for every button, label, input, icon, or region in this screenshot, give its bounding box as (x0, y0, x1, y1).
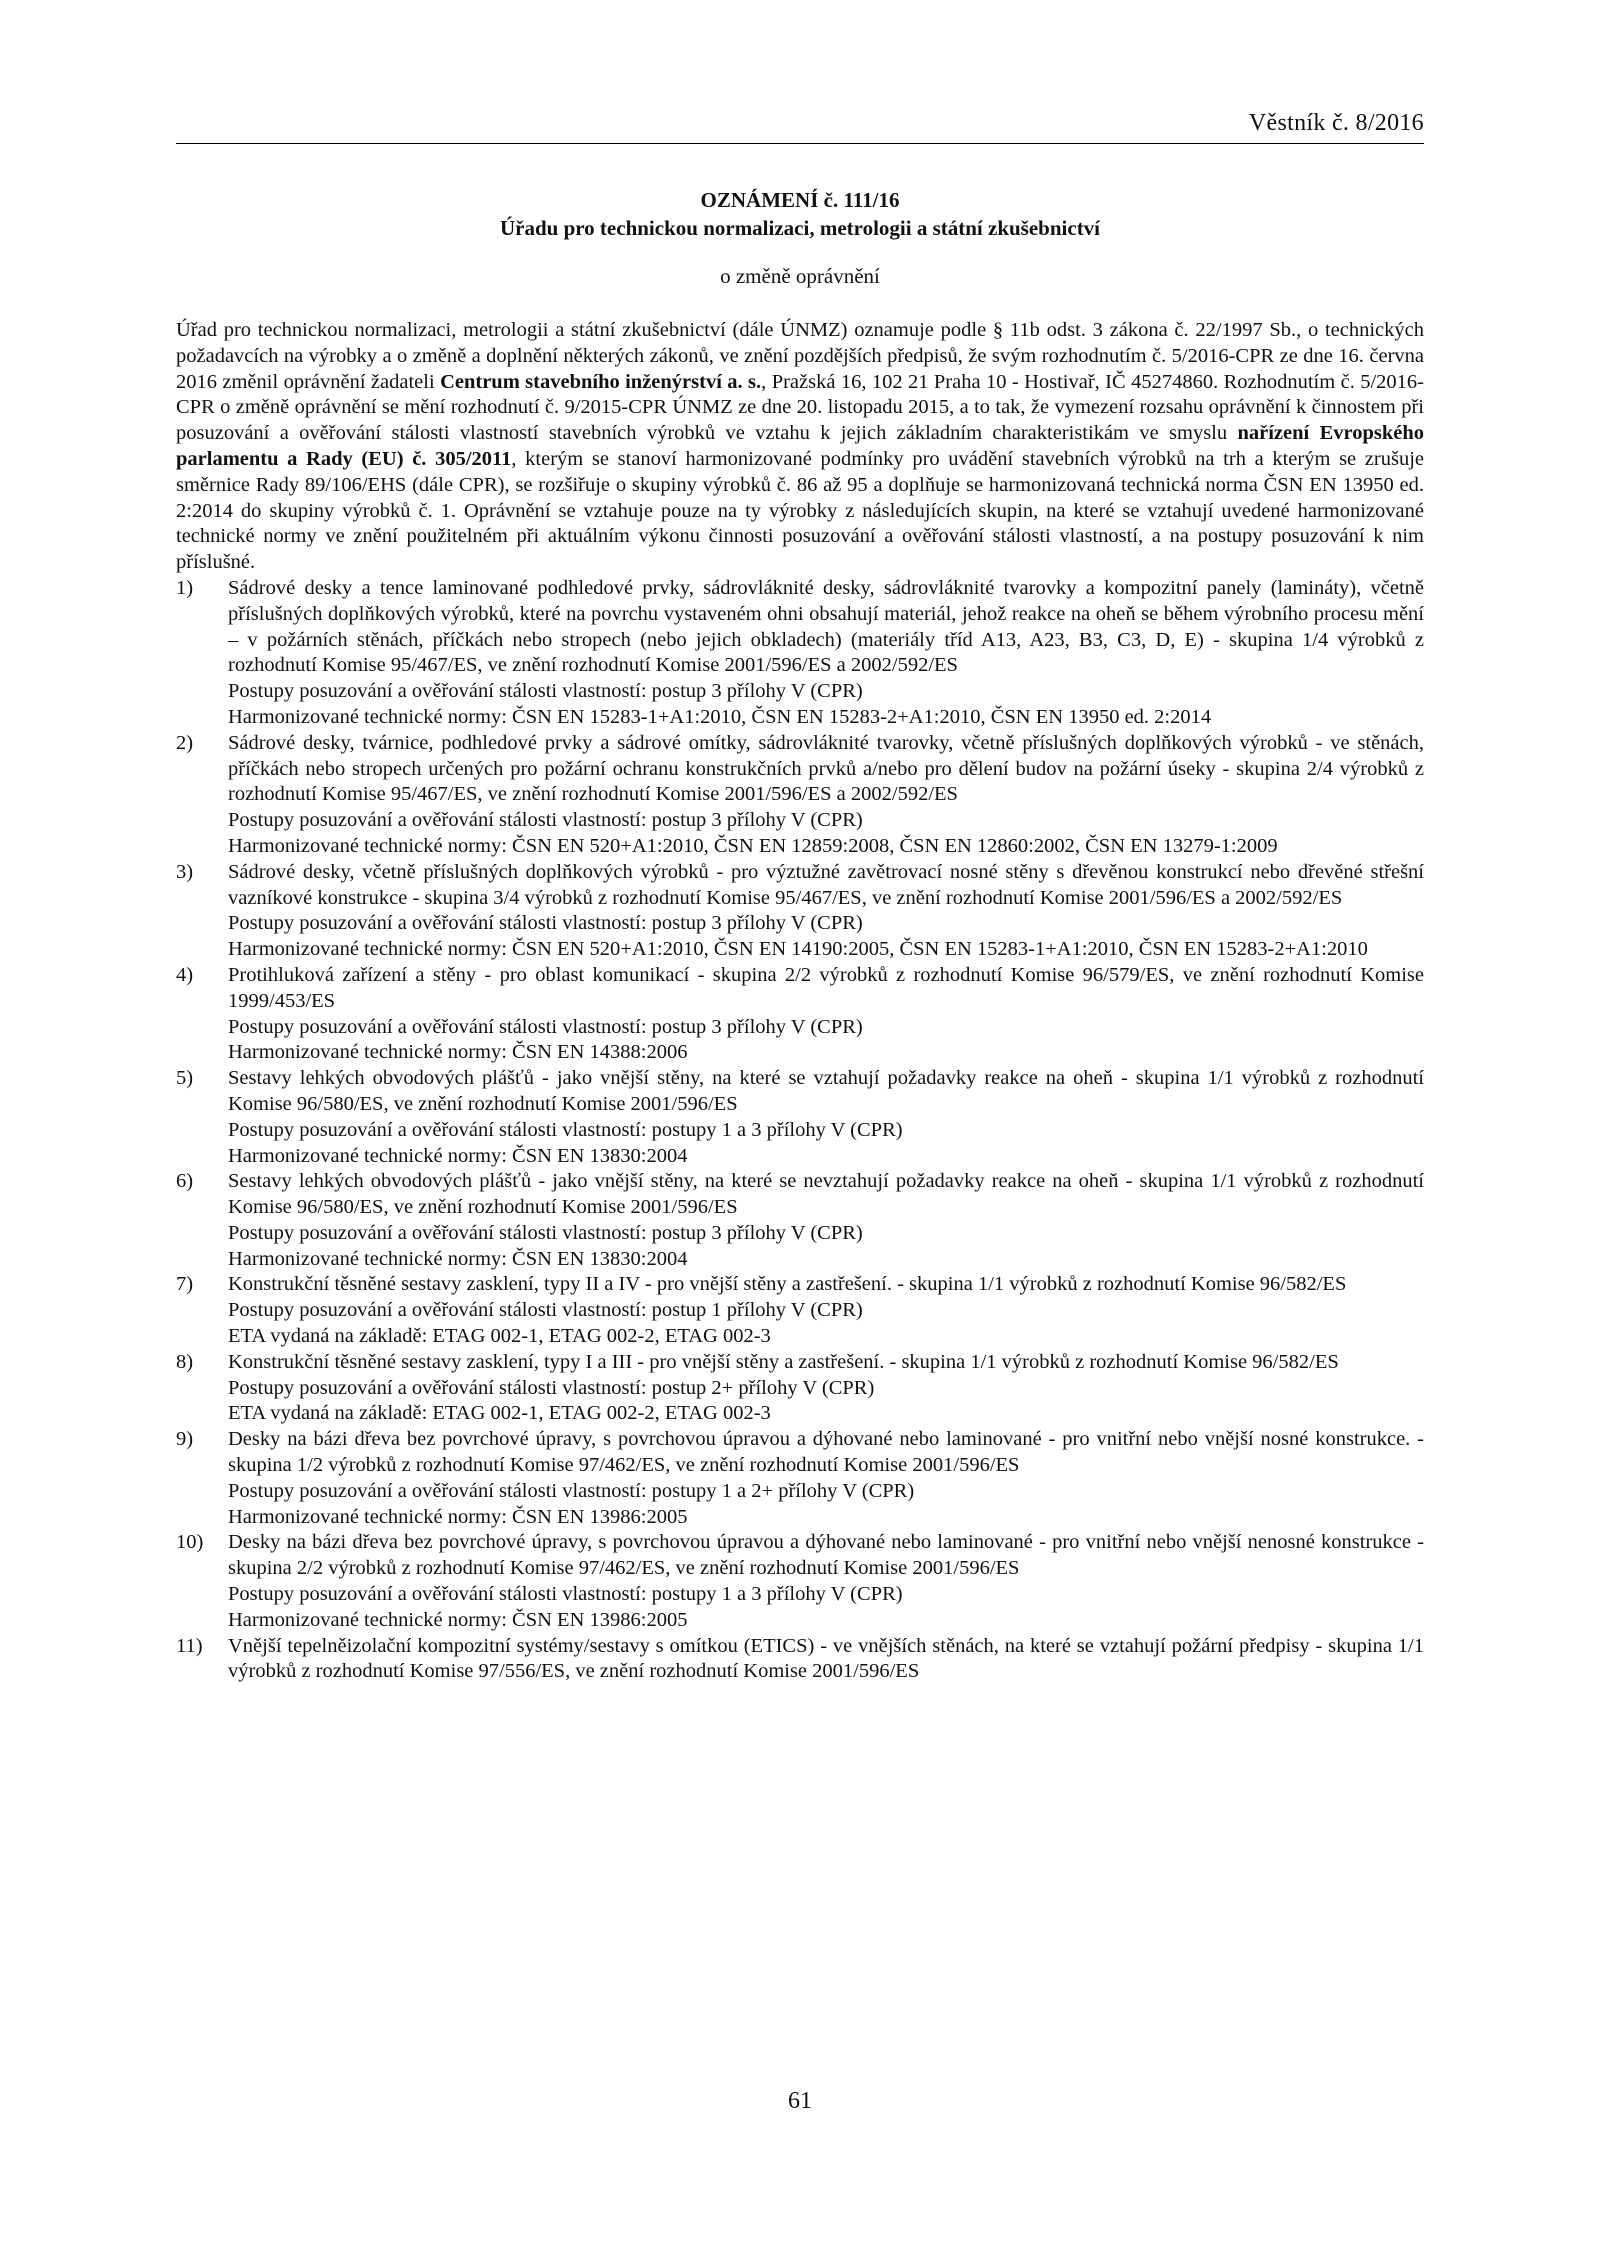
item-number: 6) (176, 1170, 194, 1193)
notice-title (176, 186, 1424, 242)
item-procedure: Postupy posuzování a ověřování stálosti vlastností: postup 3 přílohy V (CPR) (228, 809, 863, 832)
item-standards: Harmonizované technické normy: ČSN EN 520+A1:2010, ČSN EN 12859:2008, ČSN EN 12860:2002, ČSN EN 13279-1:2009 (228, 834, 1278, 857)
item-number: 7) (176, 1273, 194, 1296)
list-item (176, 1530, 1424, 1633)
item-description: Desky na bázi dřeva bez povrchové úpravy, s povrchovou úpravou a dýhované nebo laminované - pro vnitřní nebo vnější nenosné konstrukce - skupina 2/2 výrobků z rozhodnutí Komise 97/462/ES, ve znění rozhodnutí Komise 2001/596/ES (228, 1531, 1424, 1580)
list-item (176, 1169, 1424, 1272)
item-procedure: Postupy posuzování a ověřování stálosti vlastností: postup 3 přílohy V (CPR) (228, 1015, 863, 1038)
notice-subject: o změně oprávnění (720, 264, 880, 288)
item-number: 9) (176, 1428, 194, 1451)
item-description: Sádrové desky a tence laminované podhledové prvky, sádrovláknité desky, sádrovláknité tvarovky a kompozitní panely (lamináty), včetně příslušných doplňkových výrobků, které na povrchu vystaveném ohni obsahují materiál, jehož reakce na oheň se během výrobního procesu mění – v požárních stěnách, příčkách nebo stropech (nebo jejich obkladech) (materiály tříd A13, A23, B3, C3, D, E) - skupina 1/4 výrobků z rozhodnutí Komise 95/467/ES, ve znění rozhodnutí Komise 2001/596/ES a 2002/592/ES (228, 576, 1424, 677)
item-description: Sádrové desky, tvárnice, podhledové prvky a sádrové omítky, sádrovláknité tvarovky, včetně příslušných doplňkových výrobků - ve stěnách, příčkách nebo stropech určených pro požární ochranu konstrukčních prvků a/nebo pro dělení budov na požární úseky - skupina 2/4 výrobků z rozhodnutí Komise 95/467/ES, ve znění rozhodnutí Komise 2001/596/ES a 2002/592/ES (228, 731, 1424, 806)
item-standards: Harmonizované technické normy: ČSN EN 13986:2005 (228, 1608, 688, 1631)
list-item (176, 1427, 1424, 1530)
list-item (176, 731, 1424, 860)
issuing-authority: Úřadu pro technickou normalizaci, metrologii a státní zkušebnictví (499, 216, 1101, 240)
item-standards: Harmonizované technické normy: ČSN EN 15283-1+A1:2010, ČSN EN 15283-2+A1:2010, ČSN EN 13950 ed. 2:2014 (228, 705, 1212, 728)
intro-text-3: , kterým se stanoví harmonizované podmínky pro uvádění stavebních výrobků na trh a kterým se zrušuje směrnice Rady 89/106/EHS (dále CPR), se rozšiřuje o skupiny výrobků č. 86 až 95 a doplňuje se harmonizovaná technická norma ČSN EN 13950 ed. 2:2014 do skupiny výrobků č. 1. Oprávnění se vztahuje pouze na ty výrobky z následujících skupin, na které se vztahují uvedené harmonizované technické normy ve znění použitelném při aktuálním výkonu činnosti posuzování a ověřování stálosti vlastností, a na postupy posuzování k nim příslušné. (176, 447, 1425, 574)
item-procedure: Postupy posuzování a ověřování stálosti vlastností: postup 3 přílohy V (CPR) (228, 680, 863, 703)
item-number: 3) (176, 860, 194, 883)
item-description: Vnější tepelněizolační kompozitní systémy/sestavy s omítkou (ETICS) - ve vnějších stěnách, na které se vztahují požární předpisy - skupina 1/1 výrobků z rozhodnutí Komise 97/556/ES, ve znění rozhodnutí Komise 2001/596/ES (228, 1634, 1424, 1683)
item-number: 4) (176, 963, 194, 986)
item-procedure: Postupy posuzování a ověřování stálosti vlastností: postupy 1 a 3 přílohy V (CPR) (228, 1118, 903, 1141)
item-description: Desky na bázi dřeva bez povrchové úpravy, s povrchovou úpravou a dýhované nebo laminované - pro vnitřní nebo vnější nosné konstrukce. - skupina 1/2 výrobků z rozhodnutí Komise 97/462/ES, ve znění rozhodnutí Komise 2001/596/ES (228, 1428, 1424, 1477)
item-number: 1) (176, 576, 194, 599)
intro-text-2: , Pražská 16, 102 21 Praha 10 - Hostivař, IČ 45274860. Rozhodnutím č. 5/2016-CPR o změně oprávnění se mění rozhodnutí č. 9/2015-CPR ÚNMZ ze dne 20. listopadu 2015, a to tak, že vymezení rozsahu oprávnění k činnostem při posuzování a ověřování stálosti vlastností stavebních výrobků ve vztahu k jejich základním charakteristikám ve smyslu (176, 370, 1424, 445)
list-item (176, 860, 1424, 963)
item-standards: Harmonizované technické normy: ČSN EN 13830:2004 (228, 1247, 688, 1270)
list-item (176, 576, 1424, 731)
item-procedure: Postupy posuzování a ověřování stálosti vlastností: postup 1 přílohy V (CPR) (228, 1299, 863, 1322)
intro-paragraph (176, 318, 1424, 576)
journal-issue-header: Věstník č. 8/2016 (1248, 110, 1424, 136)
intro-text-1: Úřad pro technickou normalizaci, metrologii a státní zkušebnictví (dále ÚNMZ) oznamuje podle § 11b odst. 3 zákona č. 22/1997 Sb., o technických požadavcích na výrobky a o změně a doplnění některých zákonů, ve znění pozdějších předpisů, že svým rozhodnutím č. 5/2016-CPR ze dne 16. června 2016 změnil oprávnění žadateli (176, 319, 1424, 393)
item-procedure: Postupy posuzování a ověřování stálosti vlastností: postup 3 přílohy V (CPR) (228, 912, 863, 935)
item-description: Sestavy lehkých obvodových plášťů - jako vnější stěny, na které se vztahují požadavky reakce na oheň - skupina 1/1 výrobků z rozhodnutí Komise 96/580/ES, ve znění rozhodnutí Komise 2001/596/ES (228, 1067, 1424, 1115)
list-item (176, 1634, 1424, 1686)
company-name: Centrum stavebního inženýrství a. s. (440, 370, 762, 393)
list-item (176, 1350, 1424, 1427)
header-rule (176, 143, 1424, 144)
item-standards: ETA vydaná na základě: ETAG 002-1, ETAG 002-2, ETAG 002-3 (228, 1325, 771, 1348)
item-description: Sádrové desky, včetně příslušných doplňkových výrobků - pro výztužné zavětrovací nosné stěny s dřevěnou konstrukcí nebo dřevěné střešní vazníkové konstrukce - skupina 3/4 výrobků z rozhodnutí Komise 95/467/ES, ve znění rozhodnutí Komise 2001/596/ES a 2002/592/ES (228, 860, 1424, 909)
item-number: 2) (176, 731, 194, 754)
item-number: 11) (176, 1634, 203, 1657)
item-number: 5) (176, 1067, 194, 1090)
item-number: 8) (176, 1350, 194, 1373)
item-procedure: Postupy posuzování a ověřování stálosti vlastností: postup 2+ přílohy V (CPR) (228, 1376, 875, 1399)
notice-number: OZNÁMENÍ č. 111/16 (700, 188, 900, 212)
page-number: 61 (788, 2088, 812, 2114)
item-standards: Harmonizované technické normy: ČSN EN 13986:2005 (228, 1505, 688, 1528)
item-description: Protihluková zařízení a stěny - pro oblast komunikací - skupina 2/2 výrobků z rozhodnutí Komise 96/579/ES, ve znění rozhodnutí Komise 1999/453/ES (228, 963, 1424, 1012)
item-standards: Harmonizované technické normy: ČSN EN 520+A1:2010, ČSN EN 14190:2005, ČSN EN 15283-1+A1:2010, ČSN EN 15283-2+A1:2010 (228, 938, 1368, 961)
item-standards: ETA vydaná na základě: ETAG 002-1, ETAG 002-2, ETAG 002-3 (228, 1402, 771, 1425)
item-procedure: Postupy posuzování a ověřování stálosti vlastností: postupy 1 a 2+ přílohy V (CPR) (228, 1479, 915, 1502)
item-procedure: Postupy posuzování a ověřování stálosti vlastností: postup 3 přílohy V (CPR) (228, 1221, 863, 1244)
product-group-list (176, 576, 1424, 1685)
item-description: Konstrukční těsněné sestavy zasklení, typy I a III - pro vnější stěny a zastřešení. - skupina 1/1 výrobků z rozhodnutí Komise 96/582/ES (228, 1350, 1339, 1373)
list-item (176, 1066, 1424, 1169)
item-standards: Harmonizované technické normy: ČSN EN 13830:2004 (228, 1144, 688, 1167)
regulation-reference: nařízení Evropského parlamentu a Rady (EU) č. 305/2011 (176, 422, 1424, 470)
notice-content (176, 186, 1424, 1685)
item-description: Konstrukční těsněné sestavy zasklení, typy II a IV - pro vnější stěny a zastřešení. - skupina 1/1 výrobků z rozhodnutí Komise 96/582/ES (228, 1273, 1347, 1296)
list-item (176, 963, 1424, 1066)
item-procedure: Postupy posuzování a ověřování stálosti vlastností: postupy 1 a 3 přílohy V (CPR) (228, 1583, 903, 1606)
item-number: 10) (176, 1531, 204, 1554)
item-standards: Harmonizované technické normy: ČSN EN 14388:2006 (228, 1041, 688, 1064)
list-item (176, 1272, 1424, 1349)
item-description: Sestavy lehkých obvodových plášťů - jako vnější stěny, na které se nevztahují požadavky reakce na oheň - skupina 1/1 výrobků z rozhodnutí Komise 96/580/ES, ve znění rozhodnutí Komise 2001/596/ES (228, 1170, 1424, 1219)
